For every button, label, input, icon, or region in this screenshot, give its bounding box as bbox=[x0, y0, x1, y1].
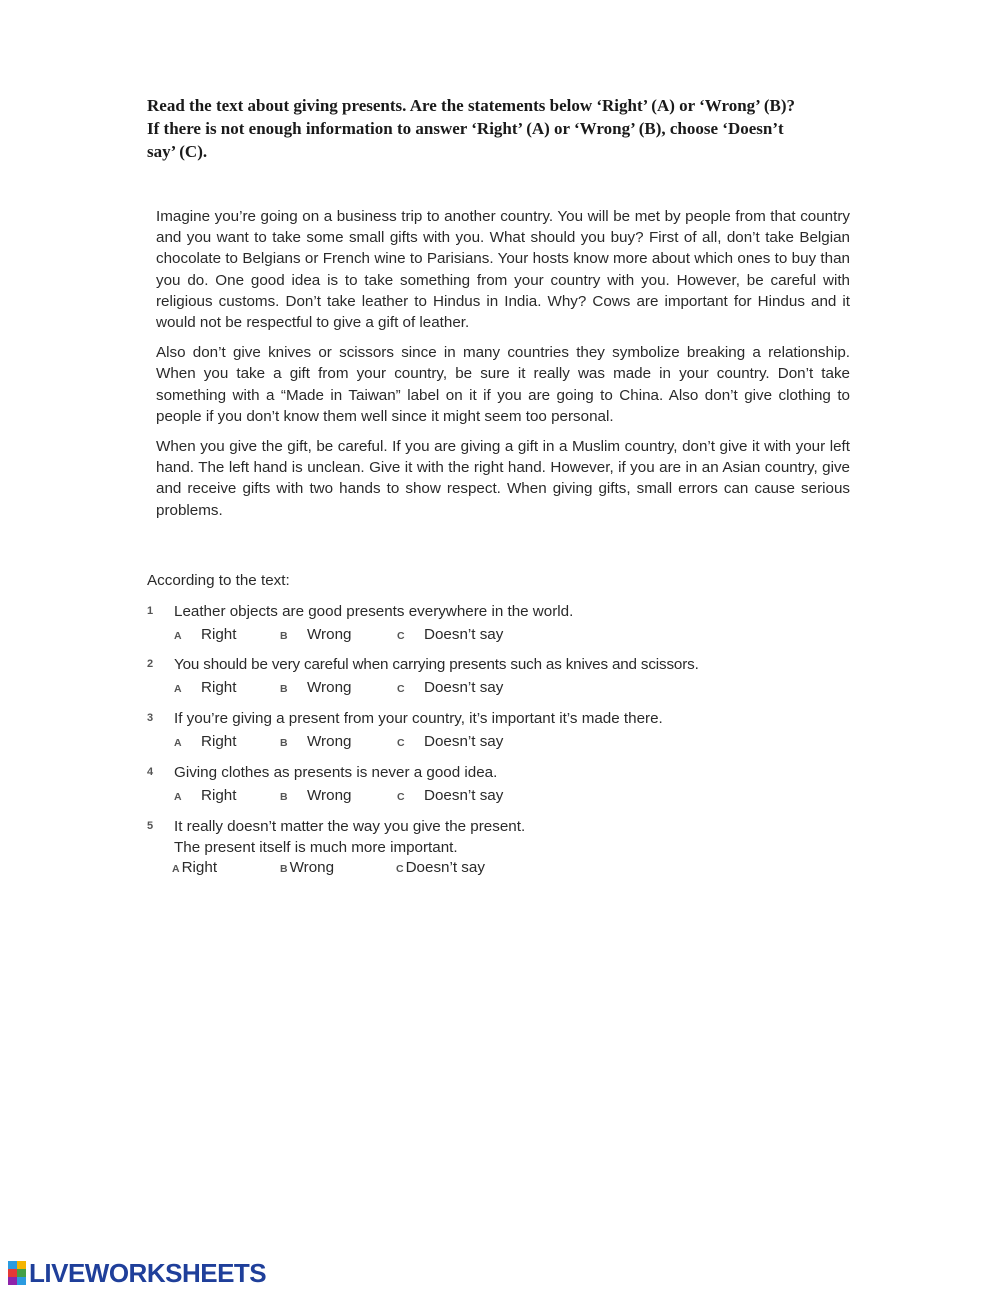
option-label: Right bbox=[181, 859, 218, 876]
instructions-line-1: Read the text about giving presents. Are the statements below ‘Right’ (A) or ‘Wrong’ (B)? bbox=[147, 96, 795, 115]
option-a[interactable] bbox=[174, 732, 236, 753]
option-letter: B bbox=[280, 737, 288, 749]
option-b[interactable] bbox=[280, 858, 334, 879]
question-text: It really doesn’t matter the way you give the present. bbox=[174, 818, 526, 835]
option-c[interactable] bbox=[397, 732, 503, 753]
option-c[interactable] bbox=[397, 625, 503, 646]
option-letter: A bbox=[172, 863, 180, 875]
passage-paragraph-3: When you give the gift, be careful. If you are giving a gift in a Muslim country, don’t give it with your left hand. The left hand is unclean. Give it with the right hand. However, if you are in an Asian country, give and receive gifts with two hands to show respect. When giving gifts, small errors can cause serious problems. bbox=[156, 438, 850, 519]
question-number: 4 bbox=[147, 766, 154, 778]
question-text: Leather objects are good presents everywhere in the world. bbox=[174, 603, 574, 620]
option-label: Right bbox=[201, 679, 237, 696]
option-label: Doesn’t say bbox=[424, 679, 504, 696]
option-letter: C bbox=[397, 791, 405, 803]
option-a[interactable] bbox=[174, 678, 236, 699]
passage-paragraph-2: Also don’t give knives or scissors since in many countries they symbolize breaking a relationship. When you take a gift from your country, be sure it really was made in your country. Don’t take something with a “Made in Taiwan” label on it if you are going to China. Also don’t give clothing to people if you don’t know them well since it might seem too personal. bbox=[156, 344, 850, 425]
question-text: If you’re giving a present from your country, it’s important it’s made there. bbox=[174, 710, 663, 727]
option-letter: A bbox=[174, 683, 182, 695]
option-letter: B bbox=[280, 791, 288, 803]
option-letter: B bbox=[280, 683, 288, 695]
logo-square bbox=[8, 1269, 17, 1277]
option-letter: C bbox=[396, 863, 404, 875]
option-label: Wrong bbox=[307, 679, 352, 696]
option-letter: A bbox=[174, 791, 182, 803]
option-a[interactable] bbox=[172, 858, 217, 879]
option-c[interactable] bbox=[397, 786, 503, 807]
option-c[interactable] bbox=[397, 678, 503, 699]
option-label: Doesn’t say bbox=[424, 626, 504, 643]
question-text-line-2: The present itself is much more important. bbox=[174, 839, 458, 856]
option-label: Wrong bbox=[307, 787, 352, 804]
liveworksheets-logo-icon bbox=[8, 1261, 26, 1285]
logo-square bbox=[8, 1277, 17, 1285]
option-letter: B bbox=[280, 630, 288, 642]
question-number: 3 bbox=[147, 712, 154, 724]
option-letter: C bbox=[397, 683, 405, 695]
option-letter: C bbox=[397, 737, 405, 749]
question-text: You should be very careful when carrying presents such as knives and scissors. bbox=[174, 656, 699, 673]
option-label: Wrong bbox=[307, 626, 352, 643]
liveworksheets-logo[interactable] bbox=[8, 1258, 266, 1288]
question-number: 1 bbox=[147, 605, 154, 617]
option-label: Wrong bbox=[289, 859, 335, 876]
option-label: Doesn’t say bbox=[405, 859, 485, 876]
question-text: Giving clothes as presents is never a good idea. bbox=[174, 764, 498, 781]
instructions-line-2: If there is not enough information to answer ‘Right’ (A) or ‘Wrong’ (B), choose ‘Doesn’t say’ (C). bbox=[147, 119, 784, 161]
option-b[interactable] bbox=[280, 786, 351, 807]
option-label: Right bbox=[201, 733, 237, 750]
option-label: Doesn’t say bbox=[424, 787, 504, 804]
instructions bbox=[147, 94, 807, 163]
option-a[interactable] bbox=[174, 786, 236, 807]
option-letter: A bbox=[174, 630, 182, 642]
option-label: Wrong bbox=[307, 733, 352, 750]
passage-paragraph-1: Imagine you’re going on a business trip to another country. You will be met by people from that country and you want to take some small gifts with you. What should you buy? First of all, don’t take Belgian chocolate to Belgians or French wine to Parisians. Your hosts know more about which ones to buy than you do. One good idea is to take something from your country with you. However, be careful with religious customs. Don’t take leather to Hindus in India. Why? Cows are important for Hindus and it would not be respectful to give a gift of leather. bbox=[156, 208, 850, 332]
logo-square bbox=[8, 1261, 17, 1269]
option-letter: B bbox=[280, 863, 288, 875]
option-b[interactable] bbox=[280, 625, 351, 646]
question-number: 5 bbox=[147, 820, 154, 832]
reading-passage bbox=[156, 206, 850, 530]
logo-text: LIVEWORKSHEETS bbox=[29, 1257, 267, 1288]
option-letter: C bbox=[397, 630, 405, 642]
option-b[interactable] bbox=[280, 732, 351, 753]
option-a[interactable] bbox=[174, 625, 236, 646]
option-b[interactable] bbox=[280, 678, 351, 699]
option-label: Right bbox=[201, 626, 237, 643]
logo-square bbox=[17, 1261, 26, 1269]
option-letter: A bbox=[174, 737, 182, 749]
option-label: Doesn’t say bbox=[424, 733, 504, 750]
question-number: 2 bbox=[147, 658, 154, 670]
logo-square bbox=[17, 1277, 26, 1285]
option-label: Right bbox=[201, 787, 237, 804]
option-c[interactable] bbox=[396, 858, 485, 879]
logo-square bbox=[17, 1269, 26, 1277]
according-label: According to the text: bbox=[147, 572, 290, 589]
